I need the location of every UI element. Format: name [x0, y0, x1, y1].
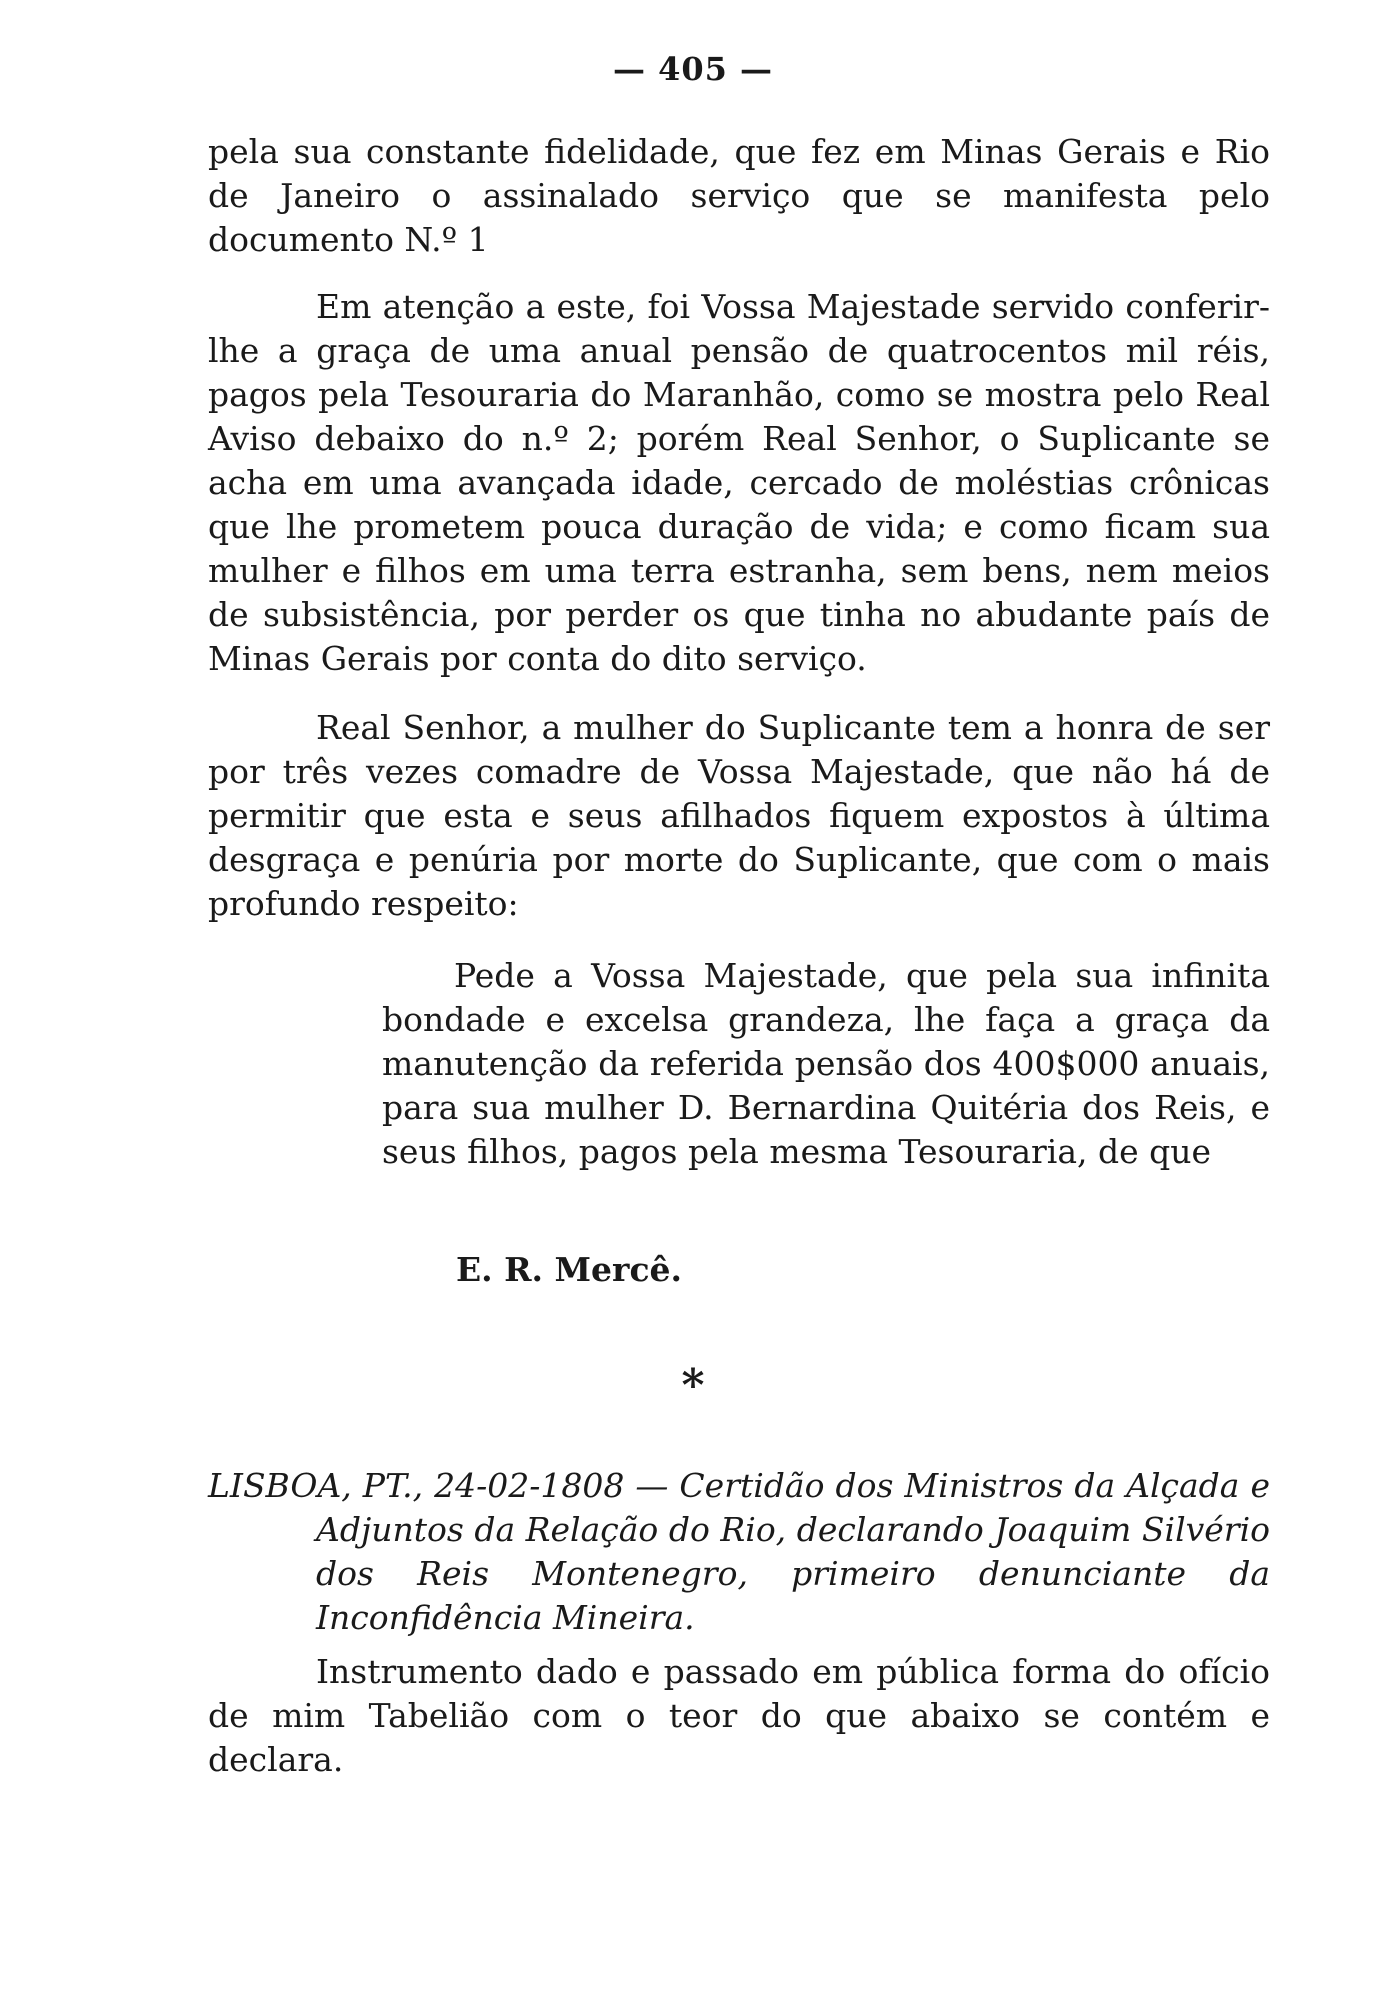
- paragraph-pension: Em atenção a este, foi Vossa Majestade servido conferir-lhe a graça de uma anual pensão de quatrocentos mil réis, pagos pela Tesouraria do Maranhão, como se mostra pelo Real Aviso debaixo do n.º 2; porém Real Senhor, o Suplicante se acha em uma avançada idade, cercado de moléstias crônicas que lhe prometem pouca duração de vida; e como ficam sua mulher e filhos em uma terra estranha, sem bens, nem meios de subsistência, por perder os que tinha no abudante país de Minas Gerais por conta do dito serviço.: [208, 287, 1270, 678]
- closing-formula: E. R. Mercê.: [456, 1250, 683, 1289]
- paragraph-wife: Real Senhor, a mulher do Suplicante tem a honra de ser por três vezes comadre de Vossa Majestade, que não há de permitir que esta e seus afilhados fiquem expostos à última desgraça e penúria por morte do Suplicante, que com o mais profundo respeito:: [208, 708, 1270, 923]
- document-heading: LISBOA, PT., 24-02-1808 — Certidão dos Ministros da Alçada e Adjuntos da Relação do Rio, declarando Joaquim Silvério dos Reis Montenegro, primeiro denunciante da Inconfidência Mineira.: [208, 1466, 1270, 1637]
- section-separator: *: [681, 1360, 705, 1411]
- petition-block: Pede a Vossa Majestade, que pela sua infinita bondade e excelsa grandeza, lhe faça a graça da manutenção da referida pensão dos 400$000 anuais, para sua mulher D. Bernardina Quitéria dos Reis, e seus filhos, pagos pela mesma Tesouraria, de que: [382, 956, 1270, 1171]
- paragraph-fidelity: pela sua constante fidelidade, que fez em Minas Gerais e Rio de Janeiro o assinalado serviço que se manifesta pelo documento N.º 1: [208, 132, 1270, 259]
- paragraph-instrument: Instrumento dado e passado em pública forma do ofício de mim Tabelião com o teor do que abaixo se contém e declara.: [208, 1652, 1270, 1779]
- page-number: — 405 —: [612, 50, 774, 88]
